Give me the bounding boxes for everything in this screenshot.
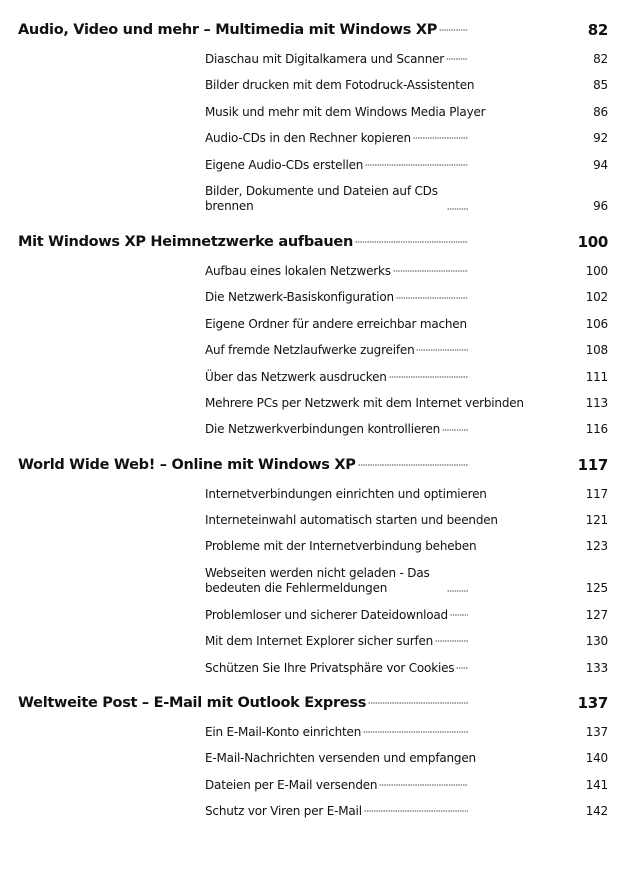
toc-entry bbox=[0, 772, 627, 798]
toc-entry bbox=[0, 719, 627, 745]
toc-entry bbox=[0, 655, 627, 681]
entry-page-number: 137 bbox=[585, 725, 608, 740]
entry-title: Diaschau mit Digitalkamera und Scanner bbox=[205, 52, 445, 66]
leader-group bbox=[205, 184, 627, 214]
dot-leader bbox=[447, 590, 468, 592]
entry-page-number: 121 bbox=[585, 513, 608, 528]
dot-leader bbox=[363, 731, 468, 733]
entry-page-number: 125 bbox=[585, 580, 608, 595]
dot-leader bbox=[439, 29, 468, 31]
entry-title: Bilder drucken mit dem Fotodruck-Assistenten bbox=[205, 78, 475, 93]
dot-leader bbox=[379, 784, 468, 786]
toc-entry bbox=[0, 628, 627, 654]
chapter-page-number: 82 bbox=[587, 21, 608, 39]
entry-page-number: 108 bbox=[585, 343, 608, 358]
leader-group bbox=[205, 602, 627, 628]
dot-leader bbox=[442, 429, 468, 431]
dot-leader bbox=[416, 349, 468, 351]
dot-leader bbox=[364, 810, 468, 812]
leader-group bbox=[205, 798, 627, 824]
entry-page-number: 116 bbox=[585, 422, 608, 437]
leader-group bbox=[205, 628, 627, 654]
toc-entry bbox=[0, 745, 627, 771]
leader-group bbox=[205, 719, 627, 745]
leader-group bbox=[205, 311, 627, 337]
chapter-page-number: 117 bbox=[577, 455, 608, 474]
leader-group bbox=[205, 99, 627, 125]
entry-page-number: 82 bbox=[593, 51, 608, 66]
entry-title: Auf fremde Netzlaufwerke zugreifen bbox=[205, 343, 415, 358]
entry-page-number: 140 bbox=[585, 751, 608, 766]
table-of-contents bbox=[0, 14, 627, 831]
toc-entry bbox=[0, 481, 627, 507]
entry-page-number: 86 bbox=[593, 104, 608, 119]
toc-entry bbox=[0, 364, 627, 390]
toc-entry bbox=[0, 152, 627, 178]
dot-leader bbox=[447, 208, 468, 210]
chapter-title: World Wide Web! – Online mit Windows XP bbox=[18, 456, 356, 473]
leader-group bbox=[205, 655, 627, 681]
chapter-entry bbox=[0, 14, 627, 46]
dot-leader bbox=[446, 58, 468, 60]
dot-leader bbox=[365, 164, 468, 166]
entry-title: Bilder, Dokumente und Dateien auf CDs brennen bbox=[205, 183, 438, 213]
toc-entry bbox=[0, 284, 627, 310]
entry-title: Probleme mit der Internetverbindung beheben bbox=[205, 539, 477, 554]
entry-title: Ein E-Mail-Konto einrichten bbox=[205, 725, 362, 740]
toc-section bbox=[0, 226, 627, 443]
leader-group bbox=[18, 14, 488, 46]
leader-group bbox=[205, 390, 627, 416]
leader-group bbox=[18, 226, 488, 258]
entry-page-number: 92 bbox=[593, 131, 608, 146]
toc-entry bbox=[0, 533, 627, 559]
entry-page-number: 111 bbox=[585, 369, 608, 384]
toc-entry bbox=[0, 46, 627, 72]
leader-group bbox=[205, 337, 627, 363]
entry-page-number: 133 bbox=[585, 660, 608, 675]
entry-title: Über das Netzwerk ausdrucken bbox=[205, 369, 387, 384]
entry-title: Musik und mehr mit dem Windows Media Player bbox=[205, 104, 486, 119]
toc-section bbox=[0, 449, 627, 681]
toc-entry bbox=[0, 72, 627, 98]
dot-leader bbox=[389, 376, 468, 378]
entry-page-number: 123 bbox=[585, 539, 608, 554]
entry-page-number: 117 bbox=[585, 486, 608, 501]
toc-entry bbox=[0, 507, 627, 533]
entry-page-number: 94 bbox=[593, 157, 608, 172]
entry-title: Die Netzwerk-Basiskonfiguration bbox=[205, 290, 394, 305]
entry-title: Webseiten werden nicht geladen - Das bedeuten die Fehlermeldungen bbox=[205, 565, 430, 595]
toc-entry bbox=[0, 602, 627, 628]
chapter-title: Mit Windows XP Heimnetzwerke aufbauen bbox=[18, 233, 353, 250]
chapter-entry bbox=[0, 449, 627, 481]
entry-page-number: 100 bbox=[585, 263, 608, 278]
dot-leader bbox=[355, 241, 468, 243]
entry-title: E-Mail-Nachrichten versenden und empfangen bbox=[205, 751, 476, 766]
leader-group bbox=[205, 125, 627, 151]
leader-group bbox=[205, 772, 627, 798]
entry-page-number: 130 bbox=[585, 634, 608, 649]
chapter-entry bbox=[0, 687, 627, 719]
leader-group bbox=[205, 72, 627, 98]
leader-group bbox=[18, 449, 488, 481]
leader-group bbox=[205, 416, 627, 442]
dot-leader bbox=[413, 137, 468, 139]
toc-entry bbox=[0, 125, 627, 151]
entry-title: Aufbau eines lokalen Netzwerks bbox=[205, 263, 391, 278]
entry-title: Audio-CDs in den Rechner kopieren bbox=[205, 131, 411, 146]
toc-entry bbox=[0, 798, 627, 824]
dot-leader bbox=[435, 640, 468, 642]
entry-page-number: 142 bbox=[585, 804, 608, 819]
toc-entry bbox=[0, 99, 627, 125]
toc-section bbox=[0, 14, 627, 220]
toc-entry bbox=[0, 178, 627, 220]
entry-page-number: 141 bbox=[585, 777, 608, 792]
entry-title: Mit dem Internet Explorer sicher surfen bbox=[205, 634, 434, 649]
toc-section bbox=[0, 687, 627, 825]
entry-title: Die Netzwerkverbindungen kontrollieren bbox=[205, 422, 441, 437]
entry-title: Schutz vor Viren per E-Mail bbox=[205, 804, 362, 819]
dot-leader bbox=[393, 270, 468, 272]
entry-page-number: 102 bbox=[585, 290, 608, 305]
entry-title: Schützen Sie Ihre Privatsphäre vor Cookies bbox=[205, 660, 455, 675]
leader-group bbox=[18, 687, 488, 719]
chapter-page-number: 137 bbox=[577, 694, 608, 713]
toc-entry bbox=[0, 560, 627, 602]
entry-page-number: 127 bbox=[585, 607, 608, 622]
chapter-title: Audio, Video und mehr – Multimedia mit Windows XP bbox=[18, 22, 438, 38]
dot-leader bbox=[396, 297, 468, 299]
leader-group bbox=[205, 364, 627, 390]
entry-page-number: 106 bbox=[585, 316, 608, 331]
entry-title: Internetverbindungen einrichten und optimieren bbox=[205, 486, 487, 501]
leader-group bbox=[205, 507, 627, 533]
dot-leader bbox=[358, 464, 468, 466]
toc-entry bbox=[0, 390, 627, 416]
entry-title: Interneteinwahl automatisch starten und beenden bbox=[205, 513, 498, 528]
entry-page-number: 85 bbox=[593, 78, 608, 93]
toc-entry bbox=[0, 258, 627, 284]
toc-entry bbox=[0, 416, 627, 442]
leader-group bbox=[205, 46, 627, 72]
dot-leader bbox=[368, 702, 468, 704]
leader-group bbox=[205, 745, 627, 771]
entry-title: Problemloser und sicherer Dateidownload bbox=[205, 607, 448, 622]
leader-group bbox=[205, 481, 627, 507]
entry-title: Dateien per E-Mail versenden bbox=[205, 777, 378, 792]
leader-group bbox=[205, 258, 627, 284]
leader-group bbox=[205, 533, 627, 559]
chapter-entry bbox=[0, 226, 627, 258]
entry-title: Eigene Ordner für andere erreichbar machen bbox=[205, 316, 467, 331]
leader-group bbox=[205, 152, 627, 178]
toc-entry bbox=[0, 337, 627, 363]
dot-leader bbox=[456, 667, 468, 669]
leader-group bbox=[205, 566, 627, 596]
chapter-title: Weltweite Post – E-Mail mit Outlook Express bbox=[18, 695, 367, 712]
entry-title: Mehrere PCs per Netzwerk mit dem Internet verbinden bbox=[205, 395, 524, 410]
toc-entry bbox=[0, 311, 627, 337]
dot-leader bbox=[450, 614, 468, 616]
entry-page-number: 96 bbox=[593, 198, 608, 213]
entry-title: Eigene Audio-CDs erstellen bbox=[205, 157, 364, 172]
chapter-page-number: 100 bbox=[577, 232, 608, 251]
entry-page-number: 113 bbox=[585, 395, 608, 410]
leader-group bbox=[205, 284, 627, 310]
